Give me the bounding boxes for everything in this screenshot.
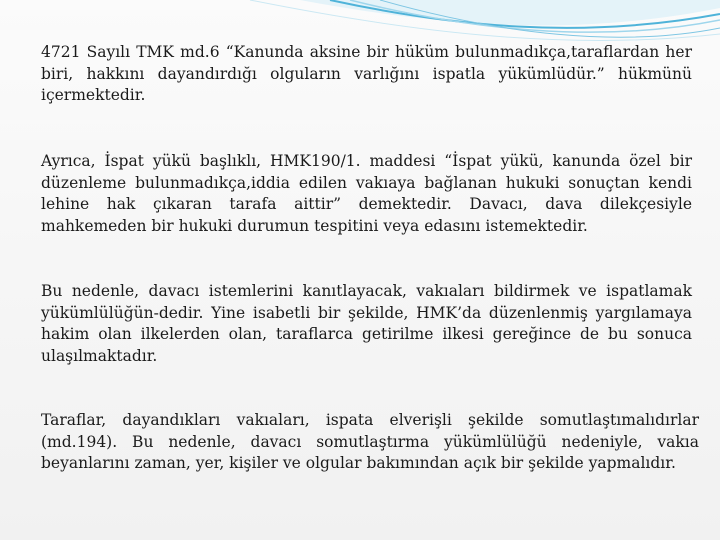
wave-band-light [300,0,720,25]
wave-line-3 [380,0,720,37]
wave-line-4 [250,0,720,41]
wave-line-2 [350,0,720,32]
paragraph-burden-of-proof: Bu nedenle, davacı istemlerini kanıtlayacak, vakıaları bildirmek ve ispatlamak yükümlülüğün-dedir. Yine isabetli bir şekilde, HMK’da düzenlenmiş yargılamaya hakim olan ilkelerden olan, taraflarca getirilme ilkesi gereğince de bu sonuca ulaşılmaktadır. [41,282,692,365]
paragraph-tmk-article-6: 4721 Sayılı TMK md.6 “Kanunda aksine bir hüküm bulunmadıkça,taraflardan her biri, hakkını dayandırdığı olguların varlığını ispatla yükümlüdür.” hükmünü içermektedir. [41,43,692,104]
paragraph-hmk-190: Ayrıca, İspat yükü başlıklı, HMK190/1. maddesi “İspat yükü, kanunda özel bir düzenleme bulunmadıkça,iddia edilen vakıaya bağlanan hukuki sonuçtan kendi lehine hak çıkaran tarafa aittir” demektedir. Davacı, dava dilekçesiyle mahkemeden bir hukuki durumun tespitini veya edasını istemektedir. [41,152,692,235]
paragraph-substantiation: Taraflar, dayandıkları vakıaları, ispata elverişli şekilde somutlaştımalıdırlar (md.194). Bu nedenle, davacı somutlaştırma yükümlülüğü nedeniyle, vakıa beyanlarını zaman, yer, kişiler ve olgular bakımından açık bir şekilde yapmalıdır. [41,411,699,472]
wave-line-1 [330,0,720,28]
